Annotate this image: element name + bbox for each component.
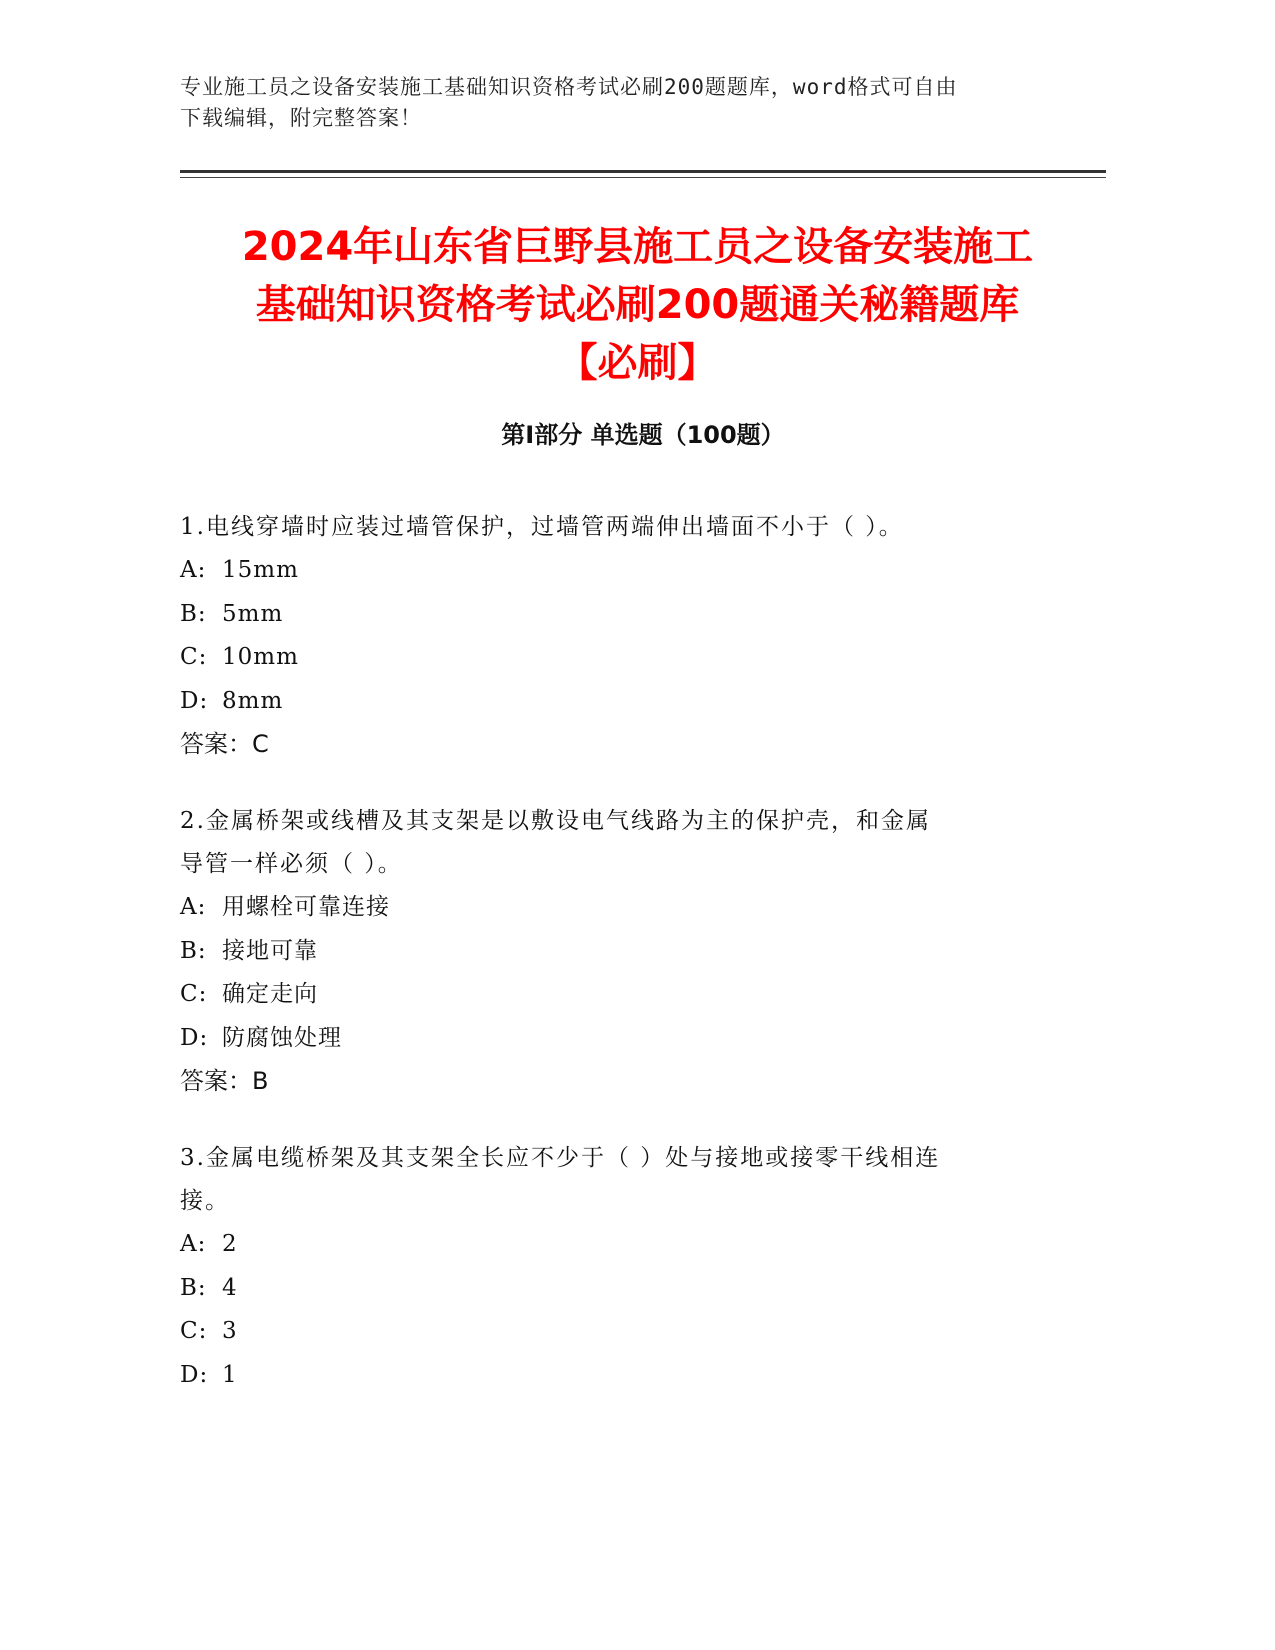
title-line: 2024年山东省巨野县施工员之设备安装施工 <box>241 224 1034 270</box>
question-stem-line: 2.金属桥架或线槽及其支架是以敷设电气线路为主的保护壳，和金属 <box>180 808 931 834</box>
option-letter: B: <box>180 1274 207 1301</box>
option-letter: B: <box>180 937 207 964</box>
answer-option <box>180 593 1060 637</box>
document-title <box>100 218 1175 392</box>
option-text: 8mm <box>222 687 284 714</box>
option-text: 3 <box>222 1318 238 1344</box>
question-stem-line: 接。 <box>180 1188 230 1214</box>
answer-option <box>180 1017 1060 1061</box>
option-text: 15mm <box>222 557 299 583</box>
option-text: 确定走向 <box>222 981 318 1007</box>
question-stem <box>180 506 1060 549</box>
header-note-line: 专业施工员之设备安装施工基础知识资格考试必刷200题题库，word格式可自由 <box>180 75 958 99</box>
option-text: 2 <box>222 1231 238 1257</box>
option-letter: C: <box>180 981 208 1007</box>
option-letter: C: <box>180 1318 208 1344</box>
option-letter: A: <box>180 1231 207 1257</box>
question-block <box>180 800 1060 1103</box>
header-note <box>180 72 1040 134</box>
header-note-line: 下载编辑，附完整答案！ <box>180 106 422 130</box>
answer-option <box>180 930 1060 974</box>
option-text: 防腐蚀处理 <box>222 1024 342 1051</box>
option-text: 10mm <box>222 644 299 670</box>
option-letter: D: <box>180 1024 209 1051</box>
option-letter: A: <box>180 557 207 583</box>
answer-option <box>180 973 1060 1017</box>
option-text: 接地可靠 <box>222 937 318 964</box>
option-text: 4 <box>222 1274 238 1301</box>
option-text: 用螺栓可靠连接 <box>222 894 390 920</box>
answer-option <box>180 1310 1060 1354</box>
option-text: 1 <box>222 1361 238 1388</box>
answer-option <box>180 549 1060 593</box>
answer-option <box>180 636 1060 680</box>
header-divider-thin <box>180 177 1106 178</box>
question-block <box>180 506 1060 766</box>
header-divider-thick <box>180 170 1106 173</box>
question-stem-line: 3.金属电缆桥架及其支架全长应不少于（ ）处与接地或接零干线相连 <box>180 1145 941 1171</box>
title-line: 【必刷】 <box>557 340 718 386</box>
option-letter: B: <box>180 600 207 627</box>
answer-key: 答案：B <box>180 1067 269 1095</box>
answer-option <box>180 1354 1060 1398</box>
question-stem-line: 导管一样必须（ ）。 <box>180 851 403 877</box>
option-letter: D: <box>180 687 209 714</box>
option-letter: D: <box>180 1361 209 1388</box>
option-text: 5mm <box>222 600 284 627</box>
question-list <box>180 506 1060 1431</box>
section-title: 第Ⅰ部分 单选题（100题） <box>501 421 785 449</box>
answer-option <box>180 886 1060 930</box>
answer-option <box>180 1223 1060 1267</box>
option-letter: C: <box>180 644 208 670</box>
title-line: 基础知识资格考试必刷200题通关秘籍题库 <box>255 282 1020 328</box>
question-stem-line: 1.电线穿墙时应装过墙管保护，过墙管两端伸出墙面不小于（ ）。 <box>180 514 904 540</box>
question-block <box>180 1137 1060 1397</box>
answer-option <box>180 680 1060 724</box>
option-letter: A: <box>180 894 207 920</box>
question-stem <box>180 1137 1060 1223</box>
answer-option <box>180 1267 1060 1311</box>
question-stem <box>180 800 1060 886</box>
answer-key: 答案：C <box>180 730 269 758</box>
